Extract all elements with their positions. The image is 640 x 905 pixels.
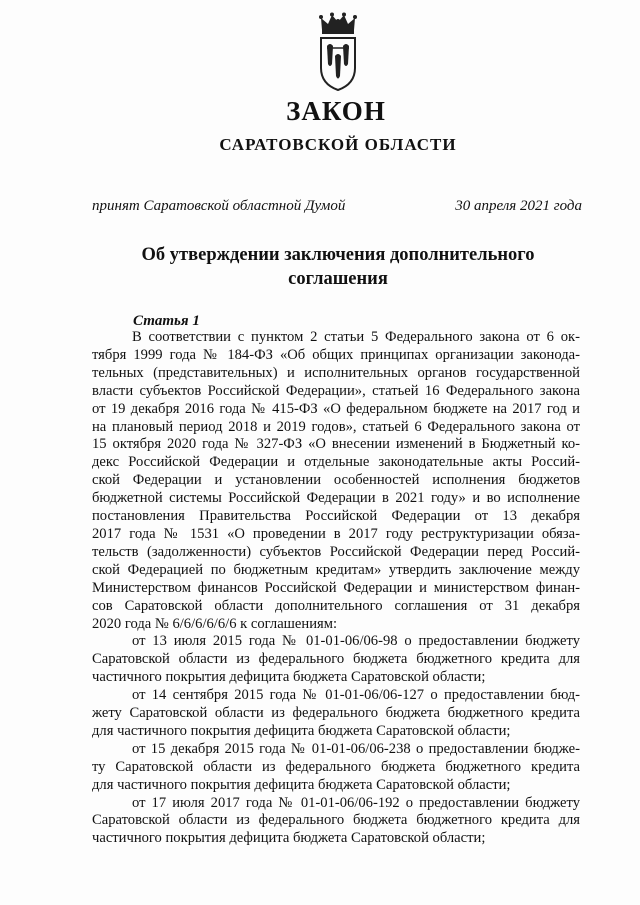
body-line: ской Федерации и установлении особенностей исполнения бюджетов (92, 472, 580, 489)
body-line: 2020 года № 6/6/6/6/6/6 к соглашениям: (92, 615, 338, 632)
body-line: от 13 июля 2015 года № 01-01-06/06-98 о предоставлении бюджету (132, 633, 580, 650)
document-title-line: Об утверждении заключения дополнительного (141, 245, 535, 265)
body-line: Министерством финансов Российской Федерации и министерством финан- (92, 579, 580, 596)
body-line: от 19 декабря 2016 года № 415-ФЗ «О федеральном бюджете на 2017 год и (92, 400, 580, 417)
saratov-coat-of-arms-icon (317, 12, 359, 92)
document-title (0, 243, 640, 291)
body-line: сов Саратовской области дополнительного соглашения от 31 декабря (92, 597, 580, 614)
body-line: от 15 декабря 2015 года № 01-01-06/06-238 о предоставлении бюдже- (132, 740, 580, 757)
body-line: частичного покрытия дефицита бюджета Саратовской области; (92, 669, 486, 686)
body-line: Саратовской области из федерального бюджета бюджетного кредита для (92, 812, 580, 829)
article-heading: Статья 1 (133, 313, 200, 329)
body-line: 15 октября 2020 года № 327-ФЗ «О внесении изменений в Бюджетный ко- (92, 436, 580, 453)
body-line: ту Саратовской области из федерального бюджета бюджетного кредита (92, 758, 580, 775)
body-line: Саратовской области из федерального бюджета бюджетного кредита для (92, 651, 580, 668)
body-line: жету Саратовской области из федерального бюджета бюджетного кредита (92, 705, 580, 722)
body-line: на плановый период 2018 и 2019 годов», статьей 6 Федерального закона от (92, 418, 580, 435)
body-line: от 17 июля 2017 года № 01-01-06/06-192 о предоставлении бюджету (132, 794, 580, 811)
body-line: тельств (задолженности) субъектов Российской Федерации перед Россий- (92, 543, 580, 560)
body-line: тября 1999 года № 184-ФЗ «Об общих принципах организации законода- (92, 346, 580, 363)
body-line: тельных (представительных) и исполнительных органов государственной (92, 364, 580, 381)
body-line: власти субъектов Российской Федерации», статьей 16 Федерального закона (92, 382, 580, 399)
body-line: для частичного покрытия дефицита бюджета Саратовской области; (92, 776, 511, 793)
law-title: ЗАКОН (286, 96, 386, 126)
adopted-by: принят Саратовской областной Думой (92, 198, 346, 214)
adoption-info (92, 198, 582, 215)
adoption-date: 30 апреля 2021 года (455, 198, 582, 214)
body-line: ской Федерацией по бюджетным кредитам» утвердить заключение между (92, 561, 580, 578)
body-line: бюджетной системы Российской Федерации в 2021 году» и во исполнение (92, 490, 580, 507)
body-line: частичного покрытия дефицита бюджета Саратовской области; (92, 830, 486, 847)
body-line: 2017 года № 1531 «О проведении в 2017 году реструктуризации обяза- (92, 525, 580, 542)
body-line: декс Российской Федерации и отдельные законодательные акты Россий- (92, 454, 580, 471)
document-title-line: соглашения (288, 269, 388, 289)
body-line: В соответствии с пунктом 2 статьи 5 Федерального закона от 6 ок- (132, 329, 580, 345)
region-name: САРАТОВСКОЙ ОБЛАСТИ (219, 135, 457, 154)
body-line: постановления Правительства Российской Федерации от 13 декабря (92, 508, 580, 525)
body-line: от 14 сентября 2015 года № 01-01-06/06-127 о предоставлении бюд- (132, 687, 580, 704)
body-line: для частичного покрытия дефицита бюджета Саратовской области; (92, 722, 511, 739)
article-body (92, 329, 580, 848)
